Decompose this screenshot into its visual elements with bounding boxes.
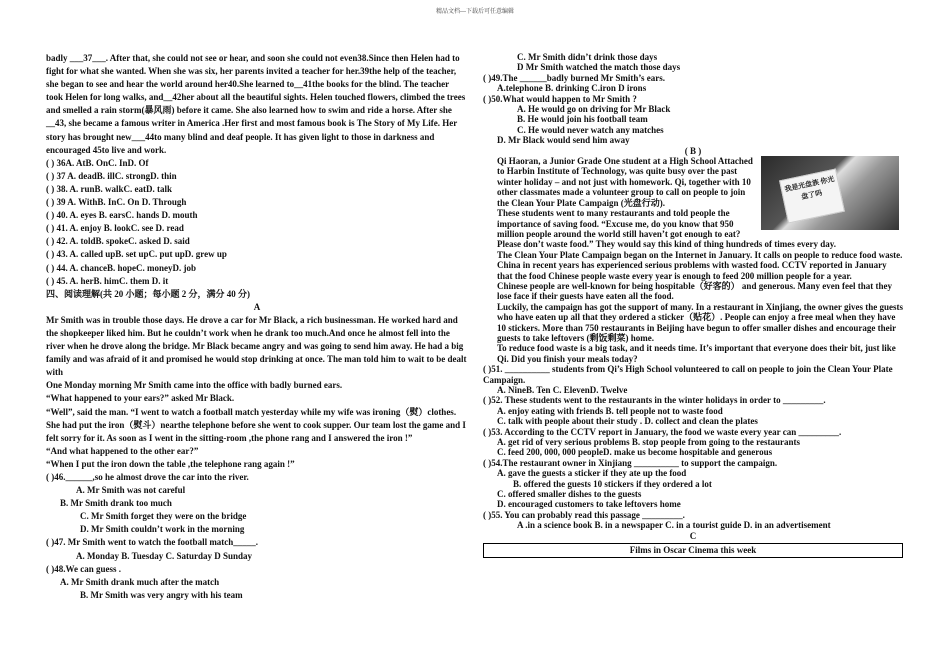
options-52cd: C. talk with people about their study . D. collect and clean the plates [497,416,758,427]
question-37: ( ) 37 A. deadB. illC. strongD. thin [46,170,177,181]
left-column [46,52,468,602]
question-52: ( )52. These students went to the restaurants in the winter holidays in order to _________. [483,395,826,406]
option-48c: C. Mr Smith didn’t drink those days [517,52,658,62]
option-54a: A. gave the guests a sticker if they ate up the food [497,468,687,479]
option-50c: C. He would never watch any matches [517,124,664,135]
passage-a-p4: “Well”, said the man. “I went to watch a football match yesterday while my wife was ironing（熨）clothes. She had put the iron（熨斗）nearthe telephone before she went to cook supper. Our team lost the game and I felt sorry for it. As soon as I went in the sitting-room ,the phone rang and I answered the iron !” [46,406,466,443]
passage-a-p5: “And what happened to the other ear?” [46,445,199,456]
option-48b: B. Mr Smith was very angry with his team [80,589,243,600]
right-column [483,52,903,558]
question-53: ( )53. According to the CCTV report in January, the food we waste every year can _________. [483,426,842,437]
option-48d: D Mr Smith watched the match those days [517,62,681,73]
passage-a-p1: Mr Smith was in trouble those days. He drove a car for Mr Black, a rich businessman. He worked hard and the shopkeeper liked him. But he couldn’t work when he drank too much.And once he almost fell into the river when he drove along the bridge. Mr Black became angry and was going to send him away. He had a big family and was afraid of it and promised he would stop drinking at once. The man told him to wait to be dealt with [46,314,467,378]
passage-b-p6: To reduce food waste is a big task, and it needs time. It’s important that everyone does their bit, just like Qi. Did you finish your meals today? [497,343,896,364]
options-53ab: A. get rid of very serious problems B. stop people from going to the restaurants [497,437,800,448]
passage-b-p2: These students went to many restaurants and told people the importance of saving food. “Excuse me, do you know that 950 million people around the world still haven’t got enough to eat? Please don’t waste food.” They would say this kind of thing hundreds of times every day. [497,208,836,250]
question-48: ( )48.We can guess . [46,563,121,574]
passage-b-p1: Qi Haoran, a Junior Grade One student at a High School Attached to Harbin Institute of Technology, was quite busy over the past winter holiday – and not just with homework. Qi, together with 10 other classmates made a volunteer group to call on people to join the Clean Your Plate Campaign (光盘行动). [497,156,753,208]
option-54d: D. encouraged customers to take leftovers home [497,499,681,510]
option-46d: D. Mr Smith couldn’t work in the morning [80,524,245,535]
question-49: ( )49.The ______badly burned Mr Smith’s ears. [483,72,666,83]
option-50d: D. Mr Black would send him away [497,135,630,146]
options-49: A.telephone B. drinking C.iron D irons [497,83,647,94]
passage-cloze: badly ___37___. After that, she could not see or hear, and soon she could not even38.Since then Helen had to fight for what she wanted. When she was six, her parents invited a teacher for her.39the help of the teacher, she began to see and hear the world around her40.She learned to__41the books for the blind. The teacher took Helen for long walks, and__42her about all the beautiful sights. Helen touched flowers, climbed the trees and smelled a rain storm(暴风雨) before it came. She also learned how to swim and ride a horse. After she __43, she became a famous writer in America .Her first and most famous book is The Story of My Life. Her story has brought new___44to many blind and deaf people. It has given light to those in darkness and encouraged 45to live and work. [46,53,466,155]
option-50a: A. He would go on driving for Mr Black [517,104,671,115]
question-36: ( ) 36A. AtB. OnC. InD. Of [46,157,149,168]
option-48a: A. Mr Smith drank much after the match [60,576,220,587]
question-44: ( ) 44. A. chanceB. hopeC. moneyD. job [46,262,196,273]
campaign-photo [761,156,899,230]
options-51: A. NineB. Ten C. ElevenD. Twelve [497,385,628,395]
question-51: ( )51. __________ students from Qi’s High School volunteered to call on people to join the Clean Your Plate Campaign. [483,364,893,385]
passage-b-p3: The Clean Your Plate Campaign began on the Internet in January. It calls on people to reduce food waste. China in recent years has experienced serious problems with wasted food. CCTV reported in January that the food Chinese people waste every year is enough to feed 200 million people for a year. [497,249,903,281]
question-47: ( )47. Mr Smith went to watch the football match_____. [46,537,259,548]
passage-b-label: ( B ) [684,145,702,156]
photo-sign: 我是光盘族 你光盘了吗 [779,169,845,224]
option-46b: B. Mr Smith drank too much [60,498,172,509]
options-52ab: A. enjoy eating with friends B. tell people not to waste food [497,405,723,416]
page-header: 精品文档---下载后可任意编辑 [436,9,514,15]
options-55: A .in a science book B. in a newspaper C. in a tourist guide D. in an advertisement [517,520,831,531]
question-43: ( ) 43. A. called upB. set upC. put upD. grew up [46,249,227,260]
question-38: ( ) 38. A. runB. walkC. eatD. talk [46,183,173,194]
passage-b-p4: Chinese people are well-known for being hospitable（好客的） and generous. Many even feel that they lose face if their guests have eaten all the food. [497,280,893,302]
option-54b: B. offered the guests 10 stickers if they ordered a lot [513,478,712,489]
passage-a-p3: “What happened to your ears?” asked Mr Black. [46,393,235,404]
question-42: ( ) 42. A. toldB. spokeC. asked D. said [46,236,190,247]
option-46c: C. Mr Smith forget they were on the bridge [80,511,247,522]
options-47: A. Monday B. Tuesday C. Saturday D Sunday [76,550,253,561]
section-heading: 四、阅读理解(共 20 小题；每小题 2 分，满分 40 分) [46,288,250,299]
question-45: ( ) 45. A. herB. himC. them D. it [46,275,169,286]
passage-a-label: A [253,301,261,312]
passage-a-p2: One Monday morning Mr Smith came into the office with badly burned ears. [46,380,343,391]
option-50b: B. He would join his football team [517,114,648,125]
passage-c-label: C [689,530,697,541]
question-41: ( ) 41. A. enjoy B. lookC. see D. read [46,223,184,234]
question-39: ( ) 39 A. WithB. InC. On D. Through [46,197,187,208]
option-46a: A. Mr Smith was not careful [76,485,186,496]
question-46: ( )46.______,so he almost drove the car into the river. [46,472,249,482]
options-53cd: C. feed 200, 000, 000 peopleD. make us become hospitable and generous [497,447,773,458]
question-50: ( )50.What would happen to Mr Smith ? [483,93,637,104]
question-40: ( ) 40. A. eyes B. earsC. hands D. mouth [46,210,198,221]
films-table-header: Films in Oscar Cinema this week [483,543,903,557]
question-55: ( )55. You can probably read this passage _________. [483,509,685,520]
option-54c: C. offered smaller dishes to the guests [497,489,642,500]
passage-b-p5: Luckily, the campaign has got the support of many. In a restaurant in Xinjiang, the owner gives the guests who have eaten up all that they ordered a sticker（贴花）. People can enjoy a free meal when they have 10 stickers. More than 750 restaurants in Beijing have begun to offer smaller dishes and encourage their guests to take leftovers (剩饭剩菜) home. [497,301,903,343]
passage-a-p6: “When I put the iron down the table ,the telephone rang again !” [46,458,295,469]
question-54: ( )54.The restaurant owner in Xinjiang __________ to support the campaign. [483,457,778,468]
